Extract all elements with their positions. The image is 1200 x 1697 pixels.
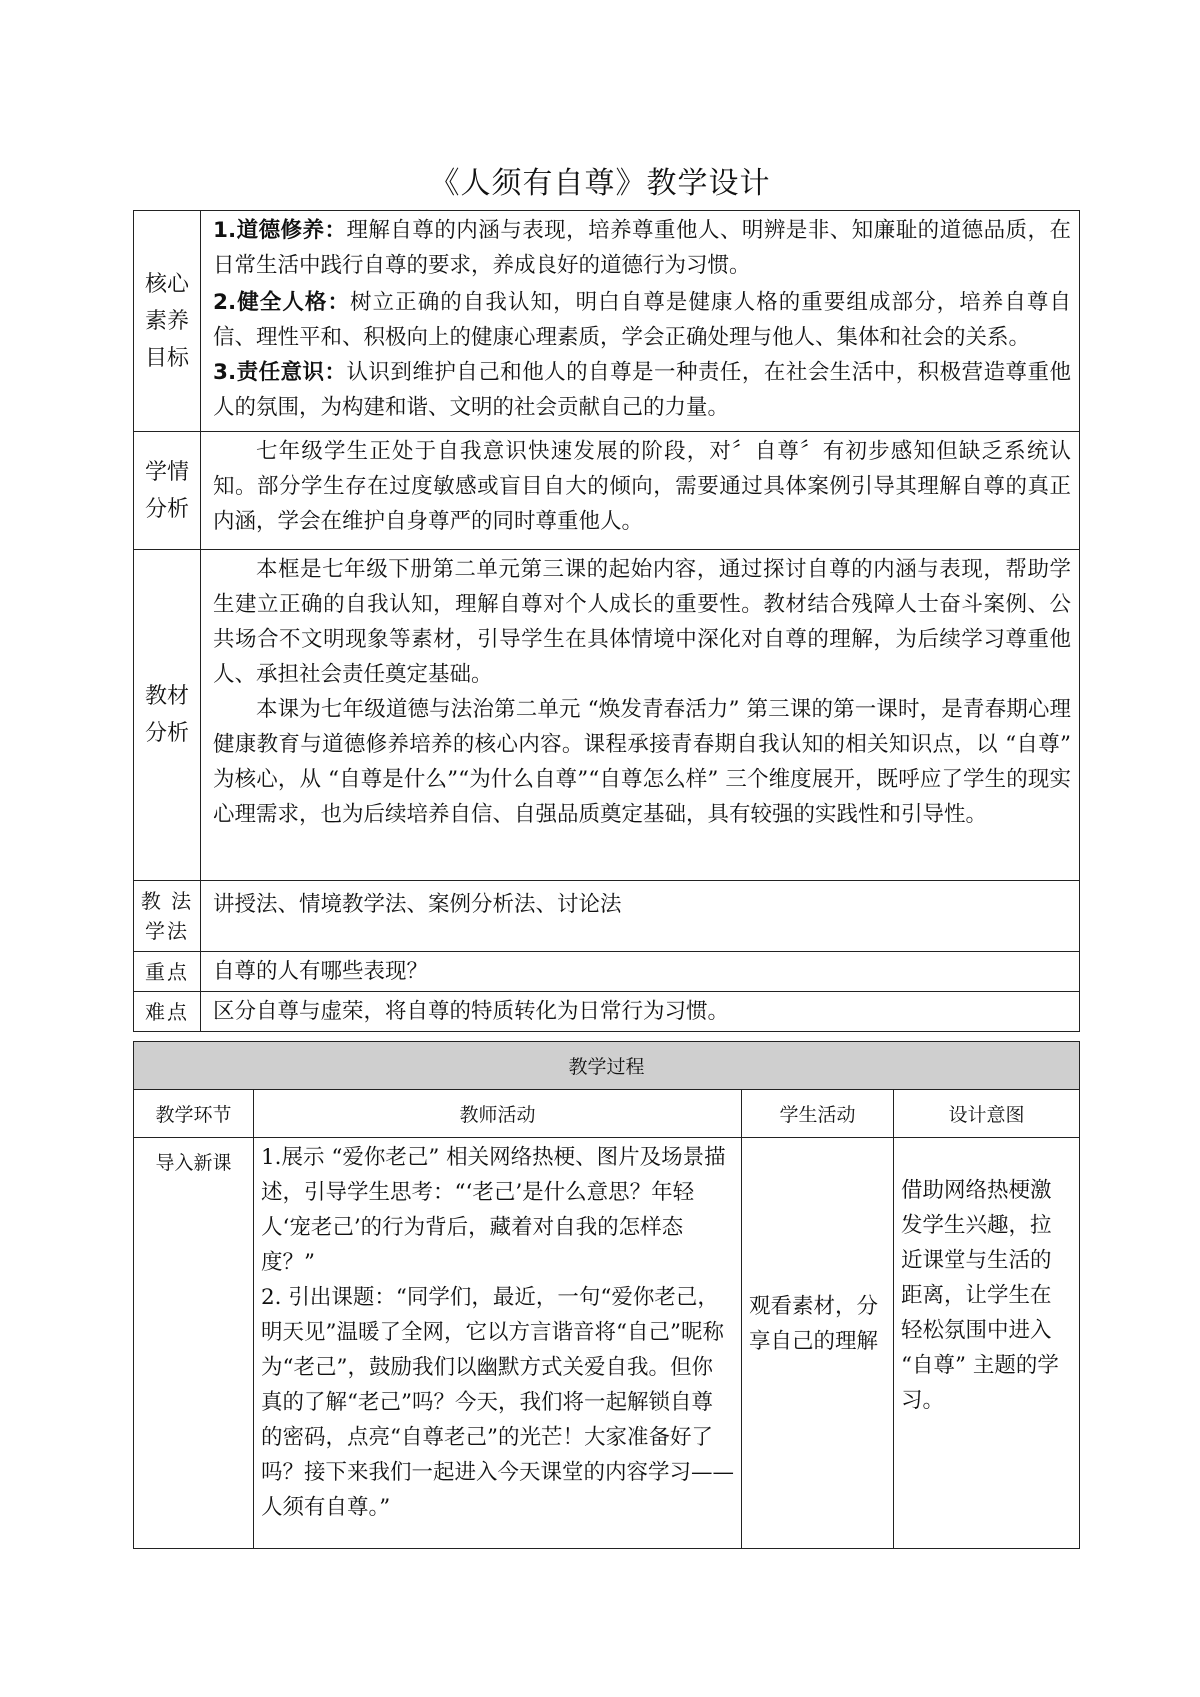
material-analysis-label: 教材 分析	[134, 550, 201, 881]
student-analysis-label: 学情 分析	[134, 432, 201, 550]
process-title: 教学过程	[134, 1042, 1080, 1090]
teaching-process-table	[133, 1041, 1080, 1549]
header-design-intent: 设计意图	[894, 1090, 1080, 1138]
goals-content	[201, 211, 1080, 432]
difficulty-row	[134, 992, 1080, 1032]
design-intent-cell: 借助网络热梗激发学生兴趣，拉近课堂与生活的距离，让学生在轻松氛围中进入 “自尊” 主题的学习。	[894, 1138, 1080, 1549]
header-stage: 教学环节	[134, 1090, 254, 1138]
goal-item: 3.责任意识：认识到维护自己和他人的自尊是一种责任，在社会生活中，积极营造尊重他人的氛围，为构建和谐、文明的社会贡献自己的力量。	[213, 360, 1071, 420]
process-header-row	[134, 1090, 1080, 1138]
process-row	[134, 1138, 1080, 1549]
student-activity-cell: 观看素材，分享自己的理解	[742, 1138, 894, 1549]
difficulty-label: 难点	[134, 992, 201, 1032]
goals-label: 核心 素养 目标	[134, 211, 201, 432]
methods-row	[134, 881, 1080, 952]
lesson-overview-table	[133, 210, 1080, 1032]
document-title: 《人须有自尊》教学设计	[429, 166, 771, 201]
stage-cell: 导入新课	[134, 1138, 254, 1549]
key-point-content: 自尊的人有哪些表现？	[201, 952, 1080, 992]
key-point-row	[134, 952, 1080, 992]
material-analysis-row	[134, 550, 1080, 881]
goal-item: 1.道德修养：理解自尊的内涵与表现，培养尊重他人、明辨是非、知廉耻的道德品质，在日常生活中践行自尊的要求，养成良好的道德行为习惯。	[213, 218, 1071, 278]
header-student-activity: 学生活动	[742, 1090, 894, 1138]
material-analysis-content: 本框是七年级下册第二单元第三课的起始内容，通过探讨自尊的内涵与表现，帮助学生建立正确的自我认知，理解自尊对个人成长的重要性。教材结合残障人士奋斗案例、公共场合不文明现象等素材，引导学生在具体情境中深化对自尊的理解，为后续学习尊重他人、承担社会责任奠定基础。 本课为七年级道德与法治第二单元 “焕发青春活力” 第三课的第一课时，是青春期心理健康教育与道德修养培养的核心内容。课程承接青春期自我认知的相关知识点，以 “自尊” 为核心，从 “自尊是什么”“为什么自尊”“自尊怎么样” 三个维度展开，既呼应了学生的现实心理需求，也为后续培养自信、自强品质奠定基础，具有较强的实践性和引导性。	[201, 550, 1080, 881]
goals-row	[134, 211, 1080, 432]
teacher-activity-cell: 1.展示 “爱你老己” 相关网络热梗、图片及场景描述，引导学生思考：“‘老己’是什么意思？年轻人‘宠老己’的行为背后，藏着对自我的怎样态度？” 2. 引出课题：“同学们，最近，一句“爱你老己，明天见”温暖了全网，它以方言谐音将“自己”昵称为“老己”，鼓励我们以幽默方式关爱自我。但你真的了解“老己”吗？今天，我们将一起解锁自尊的密码，点亮“自尊老己”的光芒！大家准备好了吗？接下来我们一起进入今天课堂的内容学习——人须有自尊。”	[254, 1138, 742, 1549]
student-analysis-row	[134, 432, 1080, 550]
difficulty-content: 区分自尊与虚荣，将自尊的特质转化为日常行为习惯。	[201, 992, 1080, 1032]
key-point-label: 重点	[134, 952, 201, 992]
methods-content: 讲授法、情境教学法、案例分析法、讨论法	[201, 881, 1080, 952]
header-teacher-activity: 教师活动	[254, 1090, 742, 1138]
process-title-row	[134, 1042, 1080, 1090]
goal-item: 2.健全人格：树立正确的自我认知，明白自尊是健康人格的重要组成部分，培养自尊自信、理性平和、积极向上的健康心理素质，学会正确处理与他人、集体和社会的关系。	[213, 290, 1071, 350]
methods-label: 教 法 学法	[134, 881, 201, 952]
student-analysis-content: 七年级学生正处于自我意识快速发展的阶段，对〞自尊〞有初步感知但缺乏系统认知。部分学生存在过度敏感或盲目自大的倾向，需要通过具体案例引导其理解自尊的真正内涵，学会在维护自身尊严的同时尊重他人。	[201, 432, 1080, 550]
